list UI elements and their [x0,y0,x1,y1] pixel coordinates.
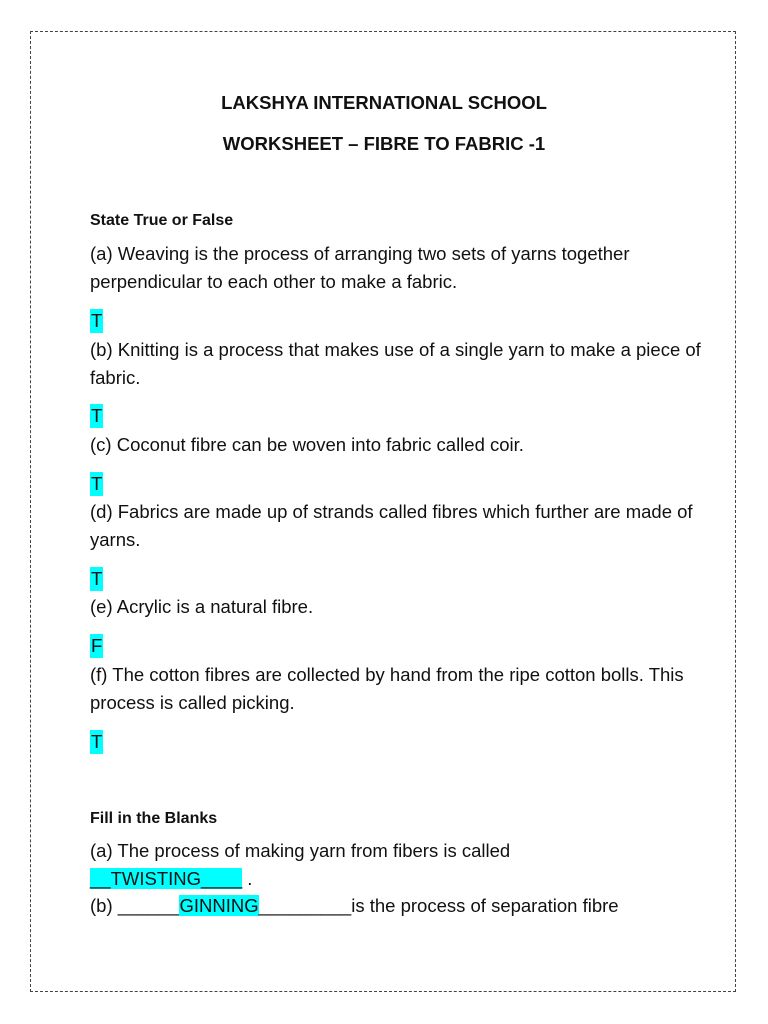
fill-question-b-suffix: _________is the process of separation fibre [258,895,619,916]
tf-answer-c: T [91,473,103,494]
fill-question-a-suffix: . [242,867,253,889]
tf-answer-a: T [91,310,103,331]
tf-question-a: (a) Weaving is the process of arranging two sets of yarns together perpendicular to each other to make a fabric. [90,243,630,292]
tf-answer-d: T [91,568,103,589]
school-name: LAKSHYA INTERNATIONAL SCHOOL [221,92,547,113]
tf-question-f: (f) The cotton fibres are collected by hand from the ripe cotton bolls. This process is called picking. [90,664,684,713]
tf-question-e: (e) Acrylic is a natural fibre. [90,596,314,617]
fill-question-a [90,837,710,892]
worksheet-title: WORKSHEET – FIBRE TO FABRIC -1 [222,133,546,154]
fill-question-b [90,892,710,920]
tf-question-c: (c) Coconut fibre can be woven into fabric called coir. [90,434,524,455]
fill-blanks-heading: Fill in the Blanks [90,810,218,827]
tf-question-b: (b) Knitting is a process that makes use of a single yarn to make a piece of fabric. [90,339,701,388]
tf-answer-e: F [91,635,103,656]
tf-answer-f: T [91,731,103,752]
fill-question-b-prefix: (b) ______ [90,895,180,916]
fill-question-a-text: (a) The process of making yarn from fibers is called [90,840,511,861]
fill-answer-b: GINNING [179,895,259,916]
true-false-heading: State True or False [90,212,234,229]
fill-answer-a: __TWISTING____ [90,867,243,889]
tf-answer-b: T [91,405,103,426]
tf-question-d: (d) Fabrics are made up of strands called fibres which further are made of yarns. [90,501,693,550]
